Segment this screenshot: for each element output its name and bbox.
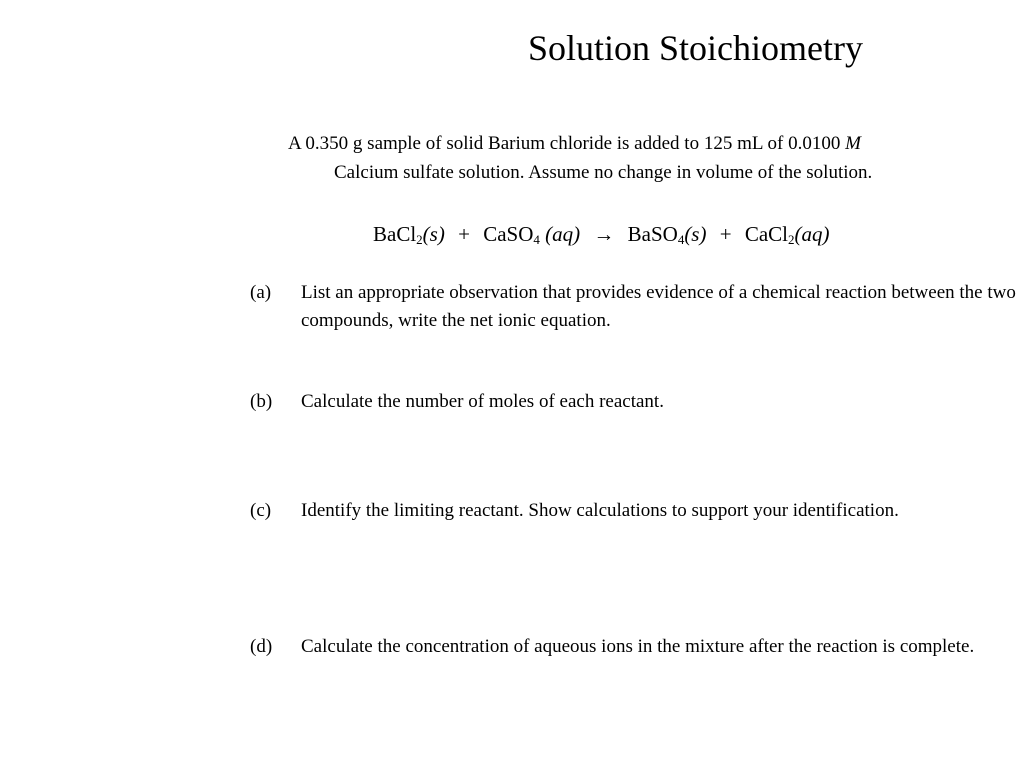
plus-sign: + bbox=[719, 222, 732, 246]
question-label: (a) bbox=[250, 282, 272, 303]
question-c bbox=[250, 497, 930, 525]
question-label: (d) bbox=[250, 636, 273, 657]
question-text: Calculate the number of moles of each reactant. bbox=[301, 391, 664, 412]
problem-line-1: A 0.350 g sample of solid Barium chloride is added to 125 mL of 0.0100 M bbox=[288, 133, 861, 154]
product-2: CaCl$_2$(aq) bbox=[744, 222, 830, 247]
chemical-equation bbox=[373, 219, 830, 249]
problem-line-2: Calcium sulfate solution. Assume no change in volume of the solution. bbox=[334, 162, 873, 183]
reactant-1: BaCl$_2$(s) bbox=[373, 222, 445, 247]
question-text: Calculate the concentration of aqueous ions in the mixture after the reaction is complete. bbox=[301, 636, 975, 657]
product-1: BaSO$_4$(s) bbox=[627, 222, 707, 247]
question-label: (b) bbox=[250, 391, 273, 412]
reaction-arrow-icon: → bbox=[593, 222, 615, 246]
molarity-unit: M bbox=[845, 133, 861, 154]
slide-title: Solution Stoichiometry bbox=[528, 28, 864, 68]
question-label: (c) bbox=[250, 500, 272, 521]
problem-statement bbox=[288, 129, 988, 187]
question-b bbox=[250, 388, 1020, 416]
plus-sign: + bbox=[458, 222, 470, 246]
question-a bbox=[250, 279, 1020, 335]
question-text: List an appropriate observation that provides evidence of a chemical reaction between the two compounds, write the net ionic equation. bbox=[301, 282, 1016, 331]
question-text: Identify the limiting reactant. Show calculations to support your identification. bbox=[301, 500, 899, 521]
question-d bbox=[250, 633, 1000, 661]
reactant-2: CaSO$_4$ (aq) bbox=[483, 222, 581, 247]
